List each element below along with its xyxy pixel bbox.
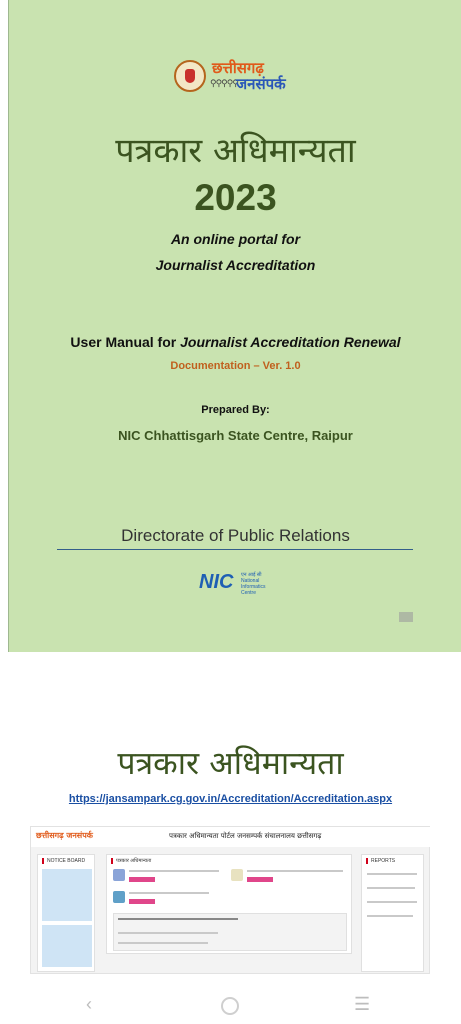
manual-prefix: User Manual for: [70, 334, 181, 350]
portal-url-link[interactable]: https://jansampark.cg.gov.in/Accreditation/Accreditation.aspx: [68, 793, 393, 805]
card-text: [129, 892, 209, 894]
second-page: [0, 663, 461, 1024]
state-seal-icon: [174, 60, 206, 92]
reports-heading: REPORTS: [366, 858, 395, 864]
nic-centre: NIC Chhattisgarh State Centre, Raipur: [118, 428, 353, 443]
box-heading: [118, 918, 238, 920]
menu-icon[interactable]: ☰: [354, 994, 371, 1014]
android-nav-bar: [0, 988, 461, 1024]
box-text: [118, 942, 208, 944]
reports-panel: [361, 854, 424, 972]
report-link[interactable]: [367, 873, 417, 875]
tagline-2: Journalist Accreditation: [155, 257, 316, 273]
main-panel-heading: पत्रकार अधिमान्यता: [111, 858, 151, 864]
card-button[interactable]: [129, 899, 155, 904]
notice-item: [42, 925, 92, 967]
divider: [57, 549, 413, 550]
card-button[interactable]: [129, 877, 155, 882]
card-text: [129, 870, 219, 872]
prepared-by: Prepared By:: [201, 404, 270, 416]
instructions-box: [113, 913, 347, 951]
box-text: [118, 932, 218, 934]
manual-title: [9, 334, 461, 350]
registration-icon: [113, 869, 125, 881]
jansampark-logo: [174, 58, 324, 94]
notice-item: [42, 869, 92, 921]
card-text: [247, 870, 343, 872]
notice-board-panel: [37, 854, 95, 972]
logo-text-bottom: जनसंपर्क: [236, 75, 286, 93]
report-link[interactable]: [367, 887, 415, 889]
report-link[interactable]: [367, 915, 413, 917]
portal-title: पत्रकार अधिमान्यता पोर्टल जनसम्पर्क संचालनालय छत्तीसगढ़: [169, 832, 322, 840]
hindi-title: पत्रकार अधिमान्यता: [115, 131, 356, 171]
back-icon[interactable]: ‹: [86, 994, 92, 1014]
main-panel: [106, 854, 352, 954]
tagline-1: An online portal for: [170, 231, 301, 247]
portal-screenshot: [30, 826, 430, 974]
nic-logo-subtext: एन आई सी National Informatics Centre: [241, 572, 266, 596]
year: 2023: [194, 177, 277, 218]
directorate: Directorate of Public Relations: [121, 526, 350, 545]
home-icon[interactable]: [221, 997, 239, 1015]
report-link[interactable]: [367, 901, 417, 903]
portal-header: [31, 827, 431, 847]
page2-hindi-title: पत्रकार अधिमान्यता: [117, 744, 344, 782]
edit-icon: [231, 869, 243, 881]
portal-logo: छत्तीसगढ़ जनसंपर्क: [36, 831, 93, 840]
notice-board-heading: NOTICE BOARD: [42, 858, 85, 864]
nic-logo-text: NIC: [199, 571, 234, 593]
card-button[interactable]: [247, 877, 273, 882]
page-thumbnail-icon: [399, 612, 413, 622]
people-icon: ⚲⚲⚲⚲⚲: [210, 78, 238, 88]
logo-text-top: छत्तीसगढ़: [212, 59, 264, 77]
renewal-icon: [113, 891, 125, 903]
doc-version: Documentation – Ver. 1.0: [170, 360, 301, 372]
manual-emph: Journalist Accreditation Renewal: [180, 334, 401, 350]
cover-page: [8, 0, 461, 652]
nic-logo: [199, 571, 279, 596]
